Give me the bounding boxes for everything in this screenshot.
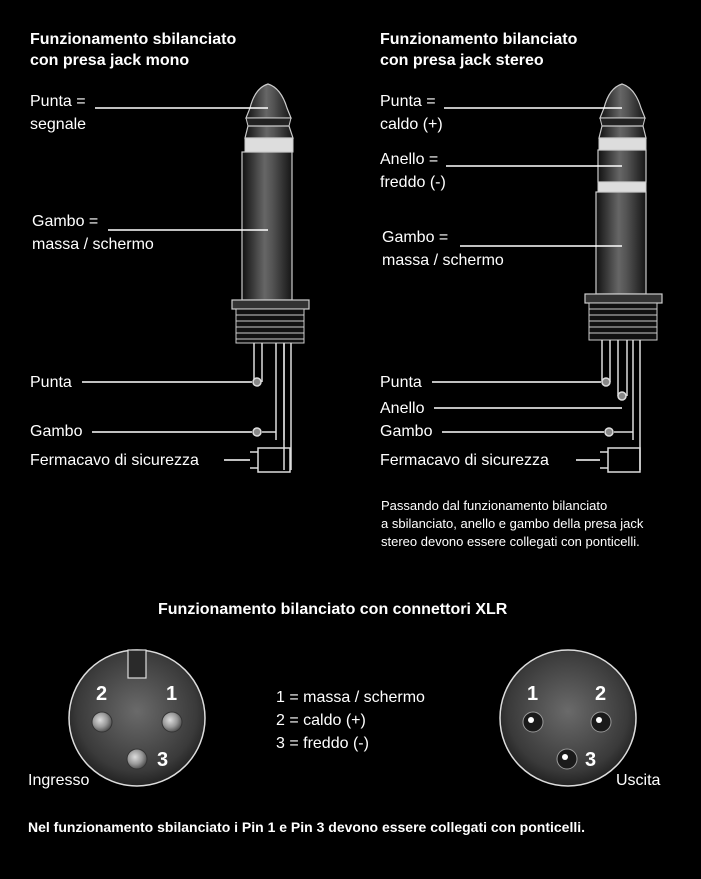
stereo-title-line2: con presa jack stereo bbox=[380, 52, 544, 69]
stereo-jack-plug bbox=[585, 84, 662, 340]
mono-sleeve-label: Gambo = bbox=[32, 213, 99, 230]
xlr-input-pin3: 3 bbox=[157, 749, 169, 771]
mono-title-line1: Funzionamento sbilanciato bbox=[30, 31, 237, 48]
mono-wiring bbox=[250, 343, 291, 472]
stereo-wire-clamp-label: Fermacavo di sicurezza bbox=[380, 452, 549, 469]
mono-tip-label: Punta = bbox=[30, 93, 86, 110]
xlr-output-connector bbox=[500, 650, 636, 786]
stereo-wiring bbox=[600, 340, 640, 472]
stereo-ring-label: Anello = bbox=[380, 151, 439, 168]
xlr-output-pin3: 3 bbox=[585, 749, 597, 771]
xlr-output-pin2: 2 bbox=[595, 683, 607, 705]
xlr-legend-1: 1 = massa / schermo bbox=[276, 689, 425, 706]
stereo-note-line1: Passando dal funzionamento bilanciato bbox=[381, 498, 608, 513]
xlr-output-label: Uscita bbox=[616, 772, 661, 789]
stereo-wire-sleeve-label: Gambo bbox=[380, 423, 433, 440]
stereo-wire-ring-label: Anello bbox=[380, 400, 425, 417]
mono-tip-desc: segnale bbox=[30, 116, 87, 133]
stereo-note-line2: a sbilanciato, anello e gambo della presa jack bbox=[381, 516, 644, 531]
xlr-input-pin1: 1 bbox=[166, 683, 178, 705]
stereo-ring-desc: freddo (-) bbox=[380, 174, 446, 191]
mono-leader-lines bbox=[82, 108, 268, 460]
mono-wire-clamp-label: Fermacavo di sicurezza bbox=[30, 452, 199, 469]
xlr-input-label: Ingresso bbox=[28, 772, 90, 789]
xlr-input-pin2: 2 bbox=[96, 683, 108, 705]
xlr-legend-3: 3 = freddo (-) bbox=[276, 735, 369, 752]
mono-wire-sleeve-label: Gambo bbox=[30, 423, 83, 440]
stereo-tip-desc: caldo (+) bbox=[380, 116, 443, 133]
stereo-leader-lines bbox=[432, 108, 622, 460]
xlr-output-pin1: 1 bbox=[527, 683, 539, 705]
mono-jack-plug bbox=[232, 84, 309, 343]
xlr-title: Funzionamento bilanciato con connettori XLR bbox=[158, 601, 508, 618]
stereo-sleeve-desc: massa / schermo bbox=[382, 252, 504, 269]
mono-title-line2: con presa jack mono bbox=[30, 52, 190, 69]
stereo-tip-label: Punta = bbox=[380, 93, 436, 110]
xlr-legend-2: 2 = caldo (+) bbox=[276, 712, 366, 729]
mono-sleeve-desc: massa / schermo bbox=[32, 236, 154, 253]
stereo-wire-tip-label: Punta bbox=[380, 374, 422, 391]
stereo-title-line1: Funzionamento bilanciato bbox=[380, 31, 578, 48]
stereo-note-line3: stereo devono essere collegati con ponticelli. bbox=[381, 534, 640, 549]
xlr-input-connector bbox=[69, 650, 205, 786]
stereo-sleeve-label: Gambo = bbox=[382, 229, 449, 246]
xlr-footer-note: Nel funzionamento sbilanciato i Pin 1 e Pin 3 devono essere collegati con ponticelli. bbox=[28, 819, 586, 835]
mono-wire-tip-label: Punta bbox=[30, 374, 72, 391]
